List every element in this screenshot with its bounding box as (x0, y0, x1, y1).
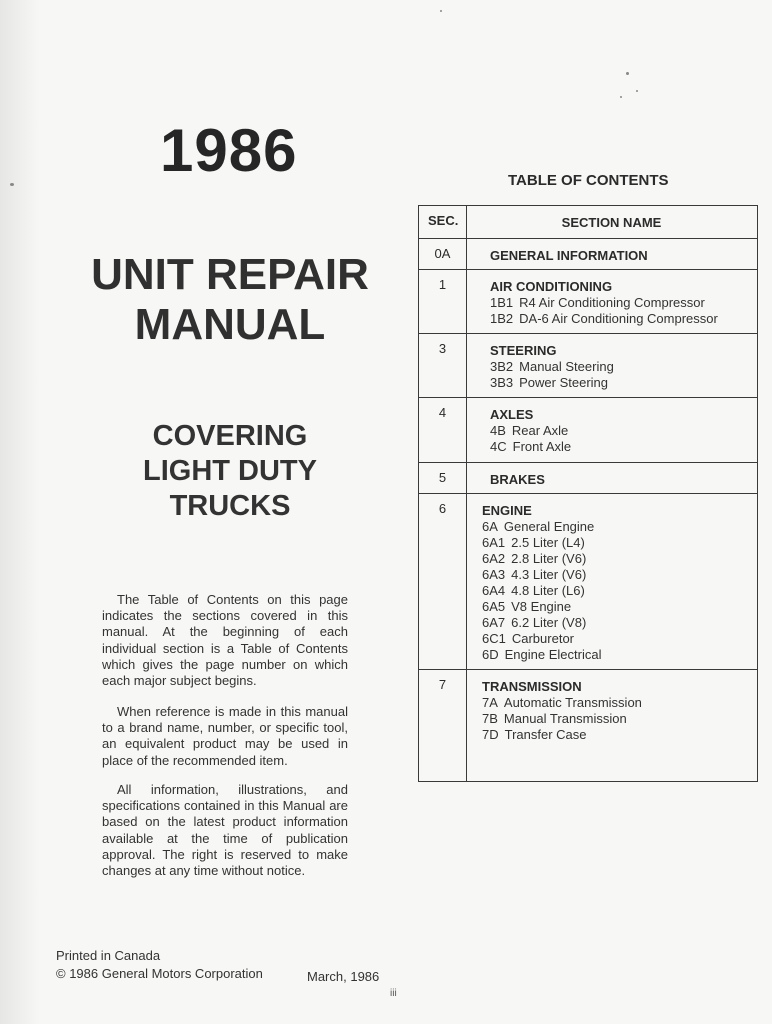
toc-subsection-list (490, 423, 571, 455)
copyright-notice: © 1986 General Motors Corporation (56, 966, 263, 981)
toc-subsection-code: 6A (482, 519, 498, 534)
covering-line-3: TRUCKS (169, 490, 291, 522)
toc-table (418, 205, 758, 782)
toc-subsection (482, 567, 601, 583)
manual-year: 1986 (160, 117, 298, 184)
intro-paragraph-equivalent: When reference is made in this manual to a brand name, number, or specific tool, an equivalent product may be used in place of the recommended item. (102, 704, 348, 768)
toc-subsection-name: Power Steering (519, 375, 609, 390)
paper-speck (636, 90, 638, 92)
toc-section-code: 4 (438, 405, 447, 420)
toc-row-divider (419, 462, 757, 463)
toc-subsection (490, 375, 614, 391)
toc-subsection-name: Transfer Case (504, 727, 587, 742)
toc-subsection-code: 7D (482, 727, 499, 742)
toc-subsection (482, 615, 601, 631)
toc-col-sec: SEC. (428, 213, 459, 228)
toc-section-name: BRAKES (490, 472, 545, 487)
toc-row-divider (419, 493, 757, 494)
toc-subsection (490, 423, 571, 439)
intro-paragraph-toc: The Table of Contents on this page indicates the sections covered in this manual. At the beginning of each individual section is a Table of Contents which gives the page number on which each major subject begins. (102, 592, 348, 689)
toc-subsection-name: 4.8 Liter (L6) (511, 583, 585, 598)
printed-in: Printed in Canada (56, 948, 161, 963)
toc-section-name: AXLES (490, 407, 534, 422)
toc-subsection-name: Rear Axle (511, 423, 569, 438)
toc-row-divider (419, 333, 757, 334)
toc-subsection-code: 3B2 (490, 359, 514, 374)
toc-subsection (482, 711, 642, 727)
toc-subsection-name: Manual Steering (519, 359, 614, 374)
toc-section-name: AIR CONDITIONING (490, 279, 613, 294)
toc-heading: TABLE OF CONTENTS (508, 172, 669, 189)
toc-header-rule (419, 238, 757, 239)
toc-subsection-name: 6.2 Liter (V8) (511, 615, 587, 630)
paper-speck (10, 183, 14, 186)
toc-subsection-name: Automatic Transmission (503, 695, 642, 710)
toc-subsection-name: 2.5 Liter (L4) (511, 535, 585, 550)
toc-subsection-name: Engine Electrical (504, 647, 602, 662)
toc-row-divider (419, 669, 757, 670)
toc-section-code: 1 (438, 277, 447, 292)
toc-subsection-list (490, 359, 614, 391)
toc-subsection-list (482, 695, 642, 743)
paper-speck (626, 72, 629, 75)
toc-section-code: 6 (438, 501, 447, 516)
toc-subsection (482, 519, 601, 535)
toc-subsection (490, 359, 614, 375)
toc-section-name: ENGINE (482, 503, 532, 518)
toc-col-name: SECTION NAME (561, 215, 662, 230)
toc-subsection-code: 6A4 (482, 583, 506, 598)
intro-paragraph-rights: All information, illustrations, and specifications contained in this Manual are based on the latest product information available at the time of publication approval. The right is reserved to make changes at any time without notice. (102, 782, 348, 879)
toc-section-code: 7 (438, 677, 447, 692)
toc-subsection-code: 4C (490, 439, 507, 454)
toc-section-code: 3 (438, 341, 447, 356)
toc-subsection-code: 6A5 (482, 599, 506, 614)
toc-subsection-code: 7B (482, 711, 498, 726)
toc-subsection (482, 583, 601, 599)
toc-subsection (482, 631, 601, 647)
toc-subsection-list (490, 295, 718, 327)
toc-subsection-code: 3B3 (490, 375, 514, 390)
toc-subsection-name: V8 Engine (511, 599, 572, 614)
covering-line-2: LIGHT DUTY (143, 455, 317, 487)
toc-subsection-code: 6A1 (482, 535, 506, 550)
toc-subsection-code: 6A2 (482, 551, 506, 566)
toc-subsection (482, 551, 601, 567)
toc-subsection-name: R4 Air Conditioning Compressor (519, 295, 705, 310)
toc-subsection (490, 295, 718, 311)
toc-subsection (482, 599, 601, 615)
paper-speck (440, 10, 442, 12)
toc-subsection-code: 6C1 (482, 631, 506, 646)
toc-section-code: 0A (434, 246, 451, 261)
toc-subsection-code: 1B1 (490, 295, 514, 310)
toc-subsection-name: Front Axle (512, 439, 572, 454)
toc-row-divider (419, 397, 757, 398)
toc-subsection (482, 727, 642, 743)
toc-subsection (490, 439, 571, 455)
toc-subsection-code: 6D (482, 647, 499, 662)
publication-date: March, 1986 (307, 969, 380, 984)
toc-subsection (482, 647, 601, 663)
page-edge-shadow (0, 0, 40, 1024)
toc-section-name: GENERAL INFORMATION (490, 248, 648, 263)
manual-title-line-1: UNIT REPAIR (91, 250, 369, 299)
toc-subsection-name: 2.8 Liter (V6) (511, 551, 587, 566)
toc-section-name: STEERING (490, 343, 557, 358)
toc-subsection-name: Carburetor (511, 631, 574, 646)
manual-title-line-2: MANUAL (134, 300, 326, 349)
toc-subsection (482, 535, 601, 551)
toc-subsection-name: Manual Transmission (503, 711, 627, 726)
paper-speck (620, 96, 622, 98)
toc-subsection (490, 311, 718, 327)
toc-subsection-code: 7A (482, 695, 498, 710)
toc-subsection-code: 4B (490, 423, 506, 438)
toc-section-name: TRANSMISSION (482, 679, 582, 694)
toc-subsection-code: 6A7 (482, 615, 506, 630)
toc-subsection-name: General Engine (503, 519, 595, 534)
toc-subsection-code: 1B2 (490, 311, 514, 326)
toc-section-code: 5 (438, 470, 447, 485)
page-number: iii (390, 988, 397, 999)
toc-subsection (482, 695, 642, 711)
toc-row-divider (419, 269, 757, 270)
toc-subsection-code: 6A3 (482, 567, 506, 582)
toc-subsection-list (482, 519, 601, 663)
covering-line-1: COVERING (152, 420, 308, 452)
toc-subsection-name: DA-6 Air Conditioning Compressor (519, 311, 718, 326)
toc-subsection-name: 4.3 Liter (V6) (511, 567, 587, 582)
